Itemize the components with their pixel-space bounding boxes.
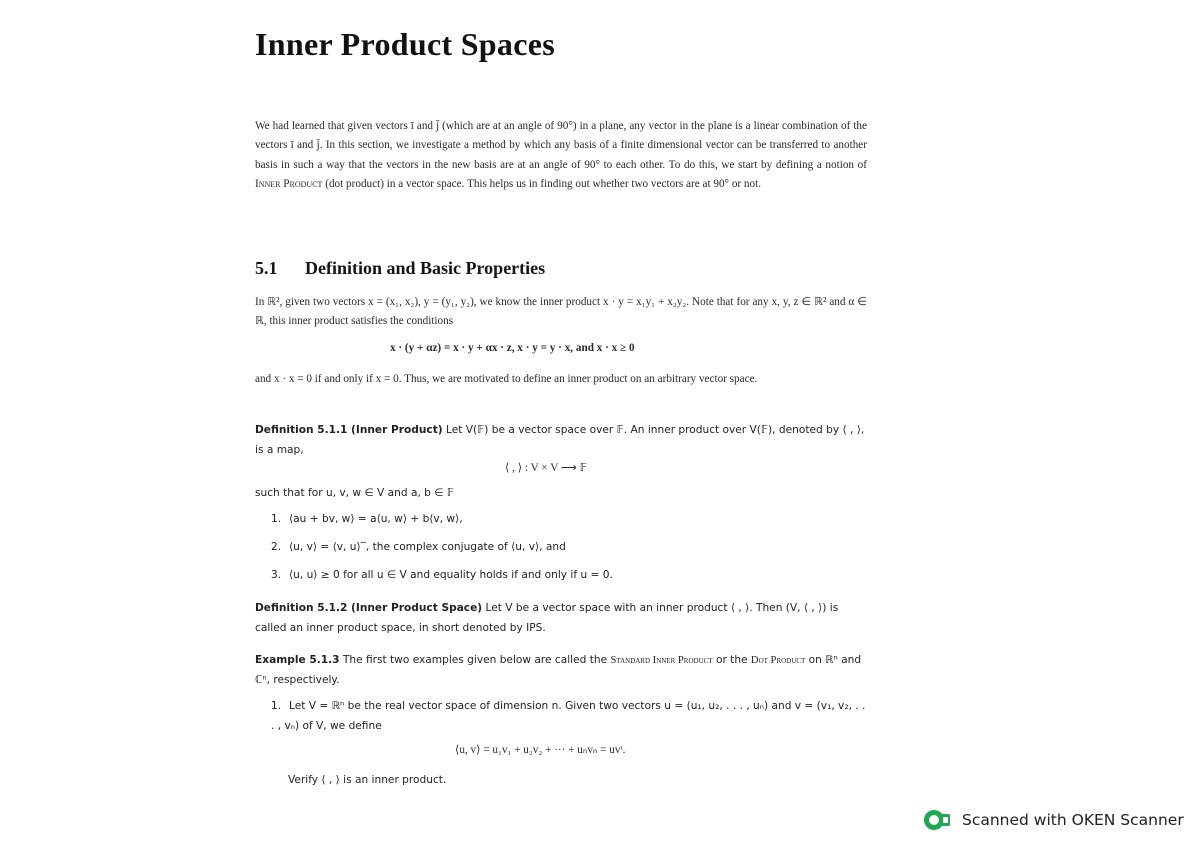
paragraph-motivation: and x · x = 0 if and only if x = 0. Thus, we are motivated to define an inner product on an arbitrary vector space. <box>255 373 758 385</box>
paragraph-r2-inner-product: In ℝ², given two vectors x = (x₁, x₂), y = (y₁, y₂), we know the inner product x · y = x₁y₁ + x₂y₂. Note that for any x, y, z ∈ ℝ² and α ∈ ℝ, this inner product satisfies the conditions <box>255 296 867 328</box>
definition-inner-product-space: Definition 5.1.2 (Inner Product Space) Let V be a vector space with an inner product ⟨ , ⟩. Then (V, ⟨ , ⟩) is called an inner product space, in short denoted by IPS. <box>255 602 839 634</box>
scanner-watermark <box>922 808 1184 832</box>
verify-line: Verify ⟨ , ⟩ is an inner product. <box>288 774 447 786</box>
definition-label: Definition 5.1.2 (Inner Product Space) <box>255 602 483 614</box>
definition-inner-product: Definition 5.1.1 (Inner Product) Let V(𝔽) be a vector space over 𝔽. An inner product over V(𝔽), denoted by ⟨ , ⟩, is a map, <box>255 424 865 456</box>
oken-scanner-logo-icon <box>922 808 952 832</box>
list-item: 1. ⟨au + bv, w⟩ = a⟨u, w⟩ + b⟨v, w⟩, <box>271 513 463 525</box>
such-that-line: such that for u, v, w ∈ V and a, b ∈ 𝔽 <box>255 487 454 499</box>
scanner-watermark-text: Scanned with OKEN Scanner <box>962 811 1184 829</box>
list-item: 3. ⟨u, u⟩ ≥ 0 for all u ∈ V and equality holds if and only if u = 0. <box>271 569 613 581</box>
example-label: Example 5.1.3 <box>255 654 340 666</box>
intro-paragraph: We had learned that given vectors ī and j̄ (which are at an angle of 90°) in a plane, any vector in the plane is a linear combination of the vectors ī and j̄. In this section, we investigate a method by which any basis of a finite dimensional vector can be transferred to another basis in such a way that the vectors in the new basis are at an angle of 90° to each other. To do this, we start by defining a notion of Inner Product (dot product) in a vector space. This helps us in finding out whether two vectors are at 90° or not. <box>255 120 867 190</box>
definition-label: Definition 5.1.1 (Inner Product) <box>255 424 443 436</box>
list-item: 2. ⟨u, v⟩ = ⟨v, u⟩‾, the complex conjugate of ⟨u, v⟩, and <box>271 541 566 553</box>
display-equation-map: ⟨ , ⟩ : V × V ⟶ 𝔽 <box>505 462 588 474</box>
section-title: Definition and Basic Properties <box>305 258 546 278</box>
example-standard-inner-product: Example 5.1.3 The first two examples given below are called the Standard Inner Product or the Dot Product on ℝⁿ and ℂⁿ, respectively. <box>255 654 862 686</box>
page-title: Inner Product Spaces <box>255 26 555 62</box>
section-heading <box>255 258 545 279</box>
example-list-item: 1. Let V = ℝⁿ be the real vector space of dimension n. Given two vectors u = (u₁, u₂, . . . , uₙ) and v = (v₁, v₂, . . . , vₙ) of V, we define <box>271 700 866 732</box>
display-equation-conditions: x · (y + αz) = x · y + αx · z, x · y = y · x, and x · x ≥ 0 <box>390 342 635 354</box>
section-number: 5.1 <box>255 258 278 278</box>
display-equation-dot-product: ⟨u, v⟩ = u₁v₁ + u₂v₂ + ··· + uₙvₙ = uvᵗ. <box>455 744 626 756</box>
